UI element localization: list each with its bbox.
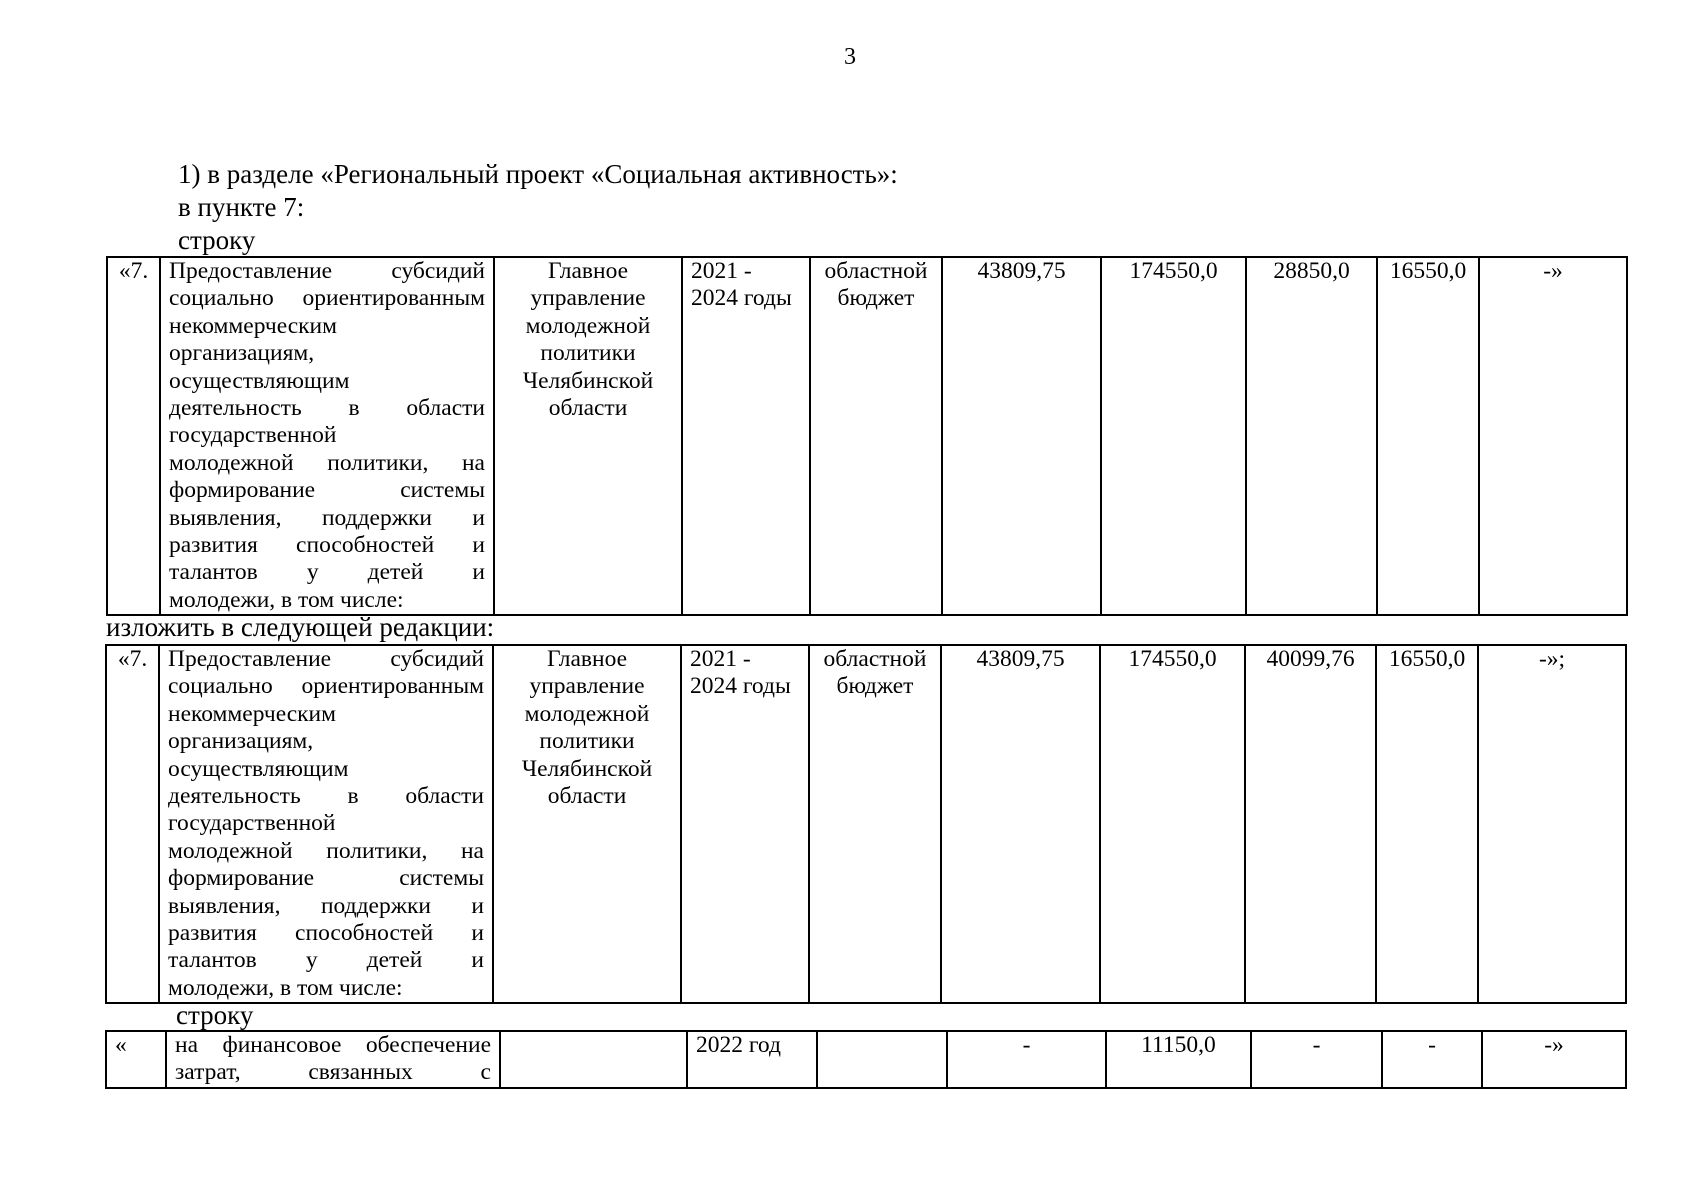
table-new-row — [105, 644, 1627, 1004]
row-period: 2021 - 2024 годы — [681, 645, 809, 1003]
replace-instruction: изложить в следующей редакции: — [106, 612, 495, 642]
row-value-4: - — [1382, 1031, 1482, 1088]
intro-line-section: 1) в разделе «Региональный проект «Социальная активность»: — [178, 159, 898, 189]
row-end-mark: -» — [1479, 257, 1627, 615]
row-period: 2022 год — [687, 1031, 817, 1088]
row-funding-source — [817, 1031, 947, 1088]
row-value-2: 174550,0 — [1100, 645, 1245, 1003]
row-value-3: 40099,76 — [1245, 645, 1376, 1003]
row-description: на финансовое обеспечение затрат, связанных с — [166, 1031, 500, 1088]
row-label: строку — [176, 1000, 254, 1030]
row-funding-source: областной бюджет — [810, 257, 942, 615]
table-row — [106, 1031, 1626, 1088]
row-value-3: 28850,0 — [1246, 257, 1377, 615]
row-description: Предоставление субсидий социально ориентированным некоммерческим организациям, осуществляющим деятельность в области государственной молодежной политики, на формирование системы выявления, поддержки и развития способностей и талантов у детей и молодежи, в том числе: — [160, 257, 494, 615]
row-value-3: - — [1251, 1031, 1382, 1088]
page-number: 3 — [844, 44, 856, 70]
row-value-4: 16550,0 — [1377, 257, 1479, 615]
row-end-mark: -»; — [1478, 645, 1626, 1003]
row-executor: Главное управление молодежной политики Челябинской области — [493, 645, 681, 1003]
row-value-1: - — [947, 1031, 1106, 1088]
row-number: «7. — [107, 257, 160, 615]
row-value-1: 43809,75 — [942, 257, 1101, 615]
row-value-4: 16550,0 — [1376, 645, 1478, 1003]
table-subrow — [105, 1030, 1627, 1089]
row-description: Предоставление субсидий социально ориентированным некоммерческим организациям, осуществляющим деятельность в области государственной молодежной политики, на формирование системы выявления, поддержки и развития способностей и талантов у детей и молодежи, в том числе: — [159, 645, 493, 1003]
row-end-mark: -» — [1482, 1031, 1626, 1088]
row-executor — [500, 1031, 687, 1088]
row-value-2: 174550,0 — [1101, 257, 1246, 615]
row-value-1: 43809,75 — [941, 645, 1100, 1003]
row-executor: Главное управление молодежной политики Челябинской области — [494, 257, 682, 615]
intro-line-item: в пункте 7: — [178, 192, 305, 222]
row-value-2: 11150,0 — [1106, 1031, 1251, 1088]
row-number: «7. — [106, 645, 159, 1003]
intro-line-row: строку — [178, 225, 256, 255]
table-row — [106, 645, 1626, 1003]
table-old-row — [106, 256, 1628, 616]
row-period: 2021 - 2024 годы — [682, 257, 810, 615]
row-number: « — [106, 1031, 166, 1088]
amendment-intro — [178, 158, 898, 257]
row-funding-source: областной бюджет — [809, 645, 941, 1003]
table-row — [107, 257, 1627, 615]
